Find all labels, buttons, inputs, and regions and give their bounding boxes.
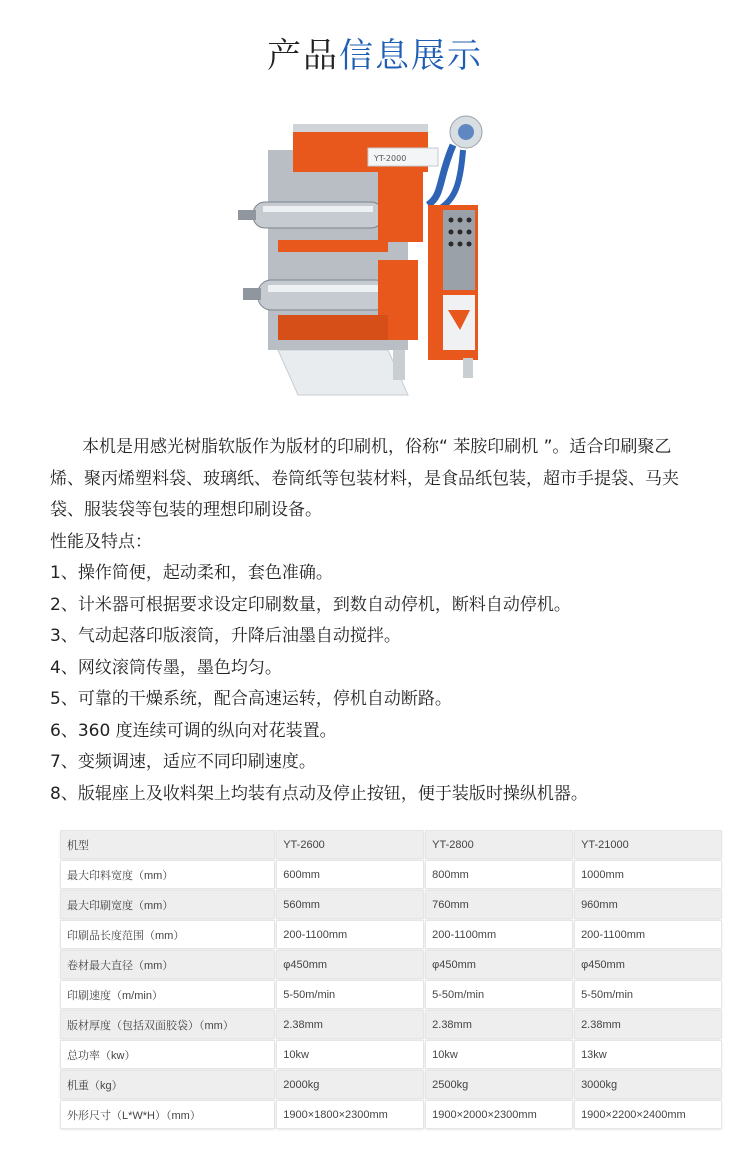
feature-item: 5、可靠的干燥系统，配合高速运转，停机自动断路。 [50,689,452,709]
table-cell: φ450mm [277,951,423,978]
table-header-cell: YT-2600 [277,831,423,858]
table-cell: φ450mm [426,951,572,978]
table-row [61,1041,721,1068]
table-cell: 5-50m/min [426,981,572,1008]
table-cell: 200-1100mm [575,921,721,948]
feature-item: 2、计米器可根据要求设定印刷数量，到数自动停机，断料自动停机。 [50,594,571,615]
table-cell: 1900×2000×2300mm [426,1101,572,1128]
feature-item: 6、360 度连续可调的纵向对花装置。 [50,720,337,741]
feature-item: 4、网纹滚筒传墨，墨色均匀。 [50,657,282,678]
table-row [61,1011,721,1038]
table-cell: 10kw [426,1041,572,1068]
table-cell: 5-50m/min [277,981,423,1008]
table-cell: 10kw [277,1041,423,1068]
table-cell: 960mm [575,891,721,918]
table-cell: 卷材最大直径（mm） [61,951,274,978]
table-cell: 1900×1800×2300mm [277,1101,423,1128]
machine-label: YT-2000 [374,154,407,163]
table-cell: 2500kg [426,1071,572,1098]
printing-machine-illustration [238,110,496,402]
table-cell: φ450mm [575,951,721,978]
table-cell: 印刷速度（m/min） [61,981,274,1008]
table-cell: 600mm [277,861,423,888]
table-cell: 200-1100mm [277,921,423,948]
table-cell: 印刷品长度范围（mm） [61,921,274,948]
table-cell: 760mm [426,891,572,918]
table-header-cell: YT-21000 [575,831,721,858]
table-cell: 2.38mm [426,1011,572,1038]
feature-item: 3、气动起落印版滚筒，升降后油墨自动搅拌。 [50,626,401,646]
table-cell: 最大印刷宽度（mm） [61,891,274,918]
spec-table [58,828,724,1131]
table-row [61,951,721,978]
feature-item: 1、操作简便，起动柔和，套色准确。 [50,563,333,583]
table-row [61,1071,721,1098]
table-row [61,891,721,918]
table-cell: 200-1100mm [426,921,572,948]
table-cell: 最大印料宽度（mm） [61,861,274,888]
table-cell: 800mm [426,861,572,888]
feature-item: 8、版辊座上及收料架上均装有点动及停止按钮，便于装版时操纵机器。 [50,783,588,804]
table-cell: 1000mm [575,861,721,888]
feature-item: 7、变频调速，适应不同印刷速度。 [50,752,316,772]
table-row [61,1101,721,1128]
table-cell: 3000kg [575,1071,721,1098]
table-header-cell: YT-2800 [426,831,572,858]
table-cell: 总功率（kw） [61,1041,274,1068]
table-cell: 2.38mm [277,1011,423,1038]
title-part-1: 产品 [267,36,339,76]
page-title [0,28,750,77]
table-cell: 机重（kg） [61,1071,274,1098]
table-row [61,861,721,888]
features-heading: 性能及特点： [50,531,152,552]
table-row [61,921,721,948]
table-cell: 1900×2200×2400mm [575,1101,721,1128]
table-cell: 版材厚度（包括双面胶袋）（mm） [61,1011,274,1038]
table-cell: 外形尺寸（L*W*H）（mm） [61,1101,274,1128]
product-description [50,432,690,810]
table-cell: 2.38mm [575,1011,721,1038]
intro-paragraph: 本机是用感光树脂软版作为版材的印刷机，俗称“ 苯胺印刷机 ”。适合印刷聚乙烯、聚丙烯塑料袋、玻璃纸、卷筒纸等包装材料，是食品纸包装，超市手提袋、马夹袋、服装袋等包装的理想印刷设备。 [50,437,679,520]
table-cell: 13kw [575,1041,721,1068]
table-cell: 560mm [277,891,423,918]
table-header-cell: 机型 [61,831,274,858]
table-row [61,981,721,1008]
table-cell: 2000kg [277,1071,423,1098]
table-cell: 5-50m/min [575,981,721,1008]
title-part-2: 信息展示 [339,36,483,76]
table-header-row [61,831,721,858]
